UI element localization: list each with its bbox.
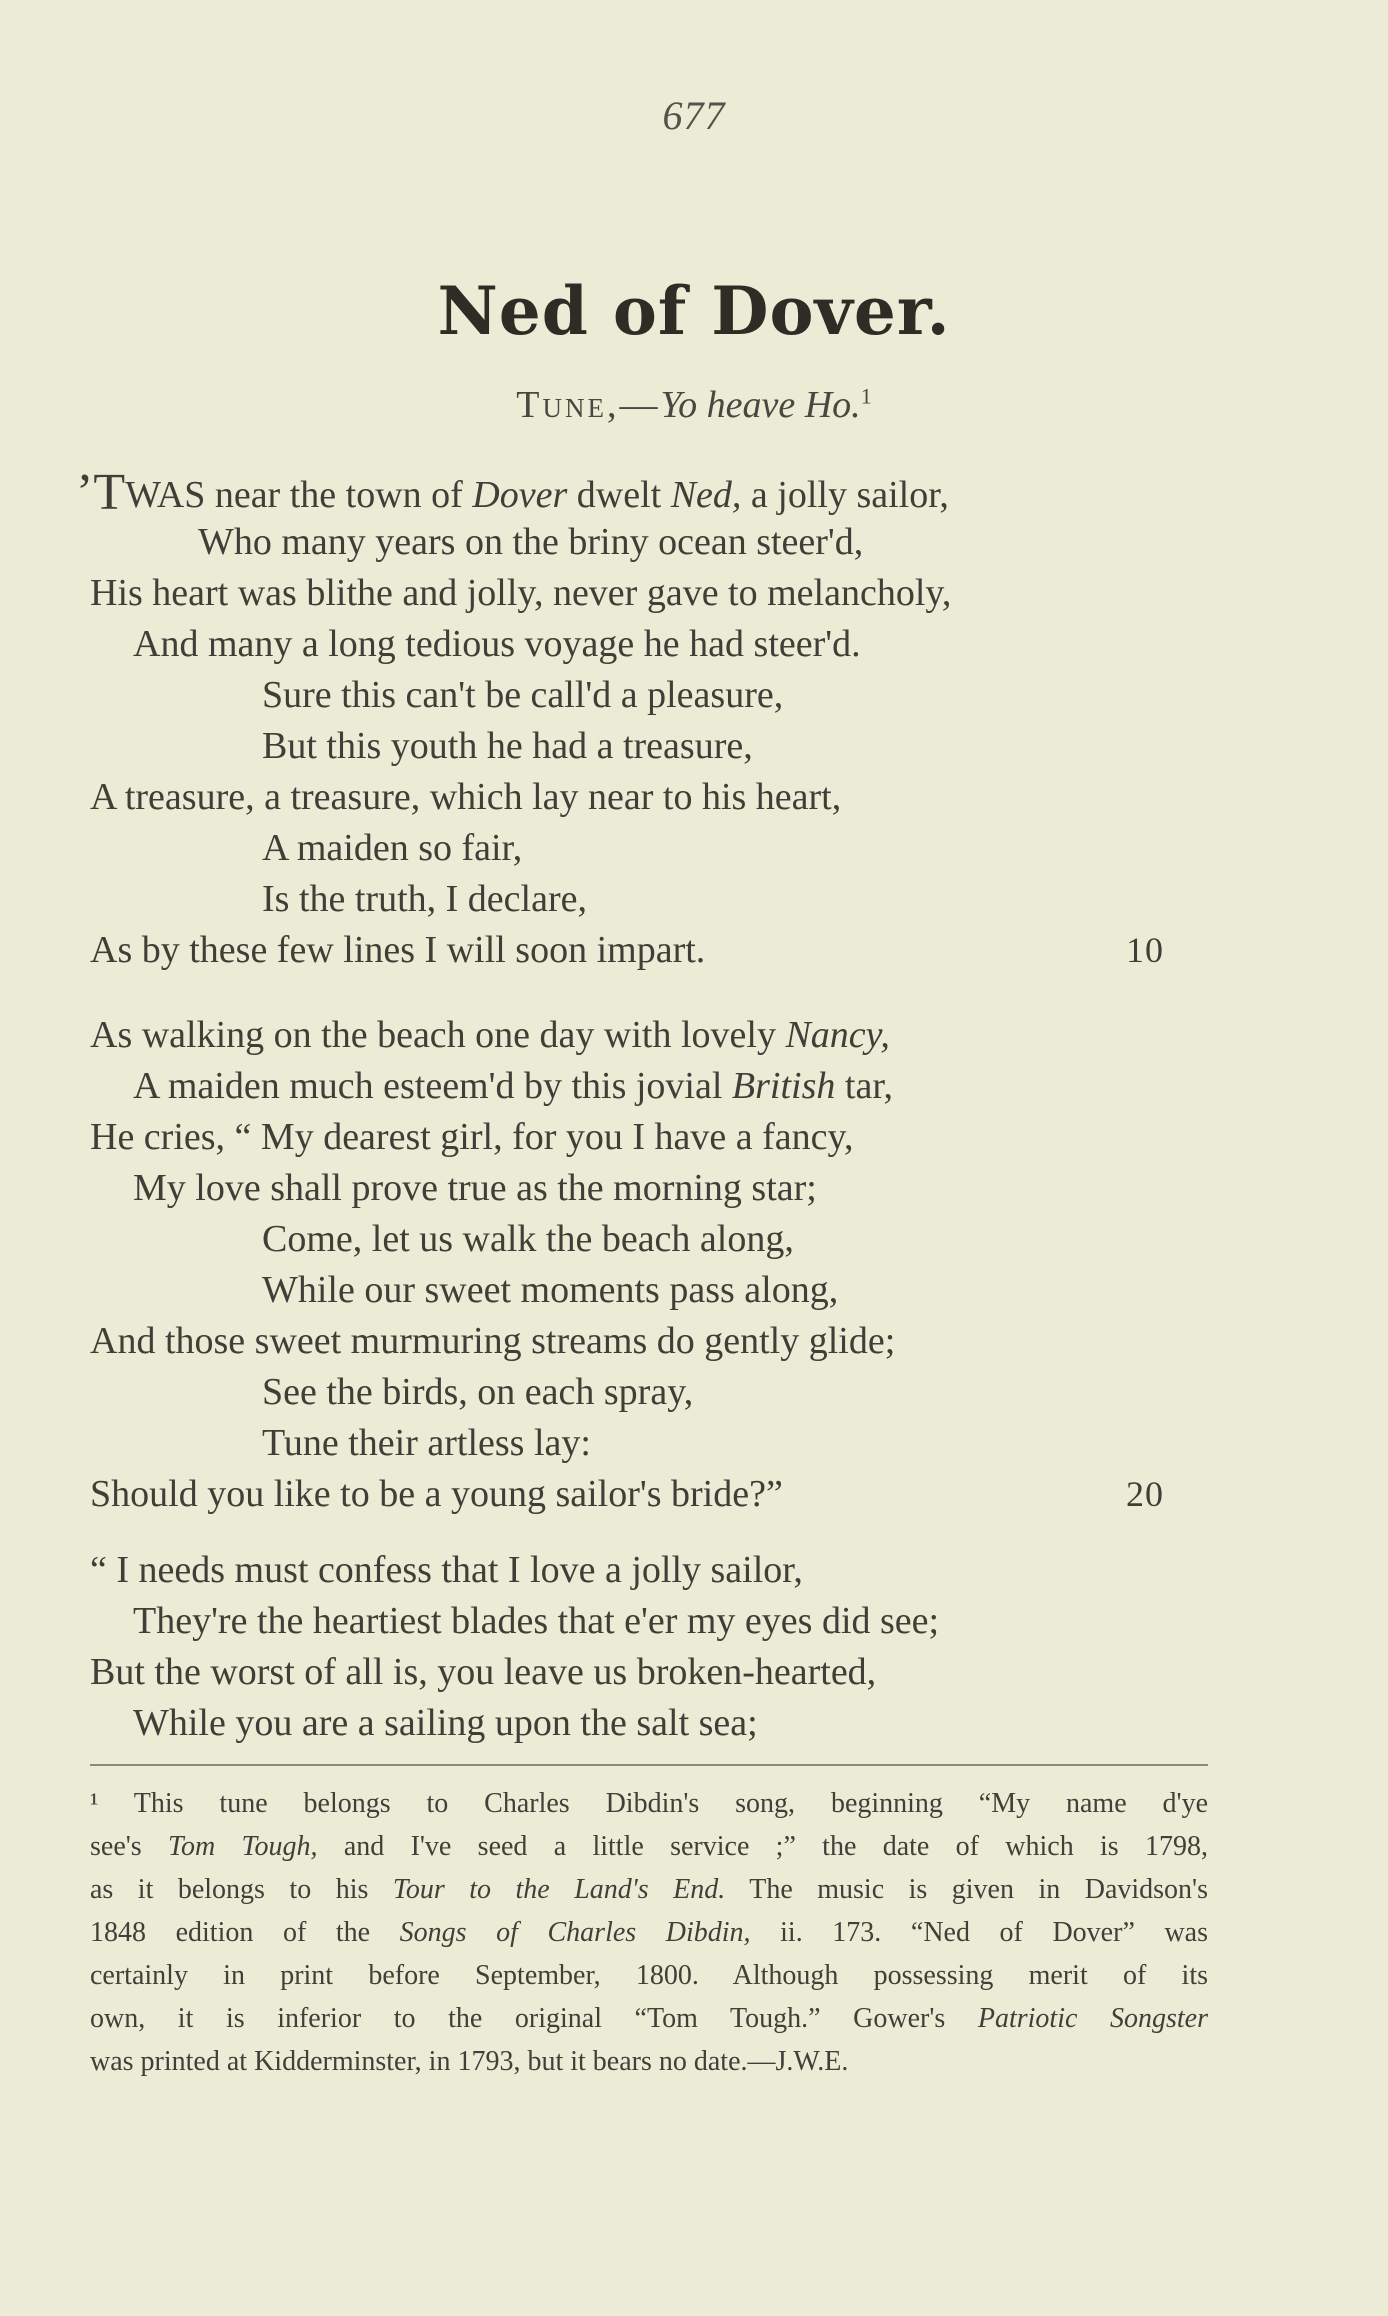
verse-line: But this youth he had a treasure, bbox=[262, 725, 753, 767]
footnote-line: was printed at Kidderminster, in 1793, but it bears no date.—J.W.E. bbox=[90, 2046, 849, 2077]
tune-line bbox=[0, 383, 1388, 427]
verse-line: His heart was blithe and jolly, never gave to melancholy, bbox=[90, 572, 952, 614]
verse-line: ’TWAS near the town of Dover dwelt Ned, a jolly sailor, bbox=[76, 464, 949, 521]
verse-line: A maiden much esteem'd by this jovial British tar, bbox=[133, 1065, 893, 1107]
poem-title: Ned of Dover. bbox=[437, 272, 951, 350]
footnote-line: certainly in print before September, 1800. Although possessing merit of its bbox=[90, 1960, 1208, 1991]
footnote-line: see's Tom Tough, and I've seed a little service ;” the date of which is 1798, bbox=[90, 1831, 1208, 1862]
footnote-line: ¹ This tune belongs to Charles Dibdin's song, beginning “My name d'ye bbox=[90, 1788, 1208, 1819]
verse-line: Come, let us walk the beach along, bbox=[262, 1218, 794, 1260]
verse-line: As walking on the beach one day with lovely Nancy, bbox=[90, 1014, 890, 1056]
tune-name: Yo heave Ho. bbox=[660, 384, 861, 426]
verse-line: A treasure, a treasure, which lay near to his heart, bbox=[90, 776, 842, 818]
footnote-line: as it belongs to his Tour to the Land's End. The music is given in Davidson's bbox=[90, 1874, 1208, 1905]
verse-line: Who many years on the briny ocean steer'd, bbox=[198, 521, 864, 563]
drop-cap: ’T bbox=[76, 464, 126, 521]
footnote-line: 1848 edition of the Songs of Charles Dibdin, ii. 173. “Ned of Dover” was bbox=[90, 1917, 1209, 1948]
verse-line: Is the truth, I declare, bbox=[262, 878, 587, 920]
verse-line: Tune their artless lay: bbox=[262, 1422, 591, 1464]
page-number: 677 bbox=[662, 93, 726, 138]
verse-line: They're the heartiest blades that e'er my eyes did see; bbox=[133, 1600, 940, 1642]
verse-line: Should you like to be a young sailor's bride?” bbox=[90, 1473, 783, 1515]
verse-line: While our sweet moments pass along, bbox=[262, 1269, 839, 1311]
verse-line: As by these few lines I will soon impart. bbox=[90, 929, 706, 971]
footnote-line: own, it is inferior to the original “Tom Tough.” Gower's Patriotic Songster bbox=[90, 2003, 1209, 2034]
verse-line: And those sweet murmuring streams do gently glide; bbox=[90, 1320, 896, 1362]
footnote-rule bbox=[90, 1764, 1208, 1766]
verse-line: A maiden so fair, bbox=[262, 827, 523, 869]
line-number: 20 bbox=[1126, 1474, 1164, 1514]
verse-line: And many a long tedious voyage he had steer'd. bbox=[133, 623, 861, 665]
verse-line: But the worst of all is, you leave us broken-hearted, bbox=[90, 1651, 877, 1693]
verse-line: Sure this can't be call'd a pleasure, bbox=[262, 674, 784, 716]
verse-line: “ I needs must confess that I love a jolly sailor, bbox=[90, 1549, 803, 1591]
verse-line: See the birds, on each spray, bbox=[262, 1371, 694, 1413]
footnote bbox=[90, 1782, 1208, 2083]
line-number: 10 bbox=[1126, 930, 1164, 970]
footnote-marker: 1 bbox=[860, 383, 872, 409]
verse-line: While you are a sailing upon the salt sea; bbox=[133, 1702, 758, 1744]
verse-line: He cries, “ My dearest girl, for you I have a fancy, bbox=[90, 1116, 854, 1158]
tune-label: Tune,— bbox=[516, 384, 661, 426]
verse-line: My love shall prove true as the morning star; bbox=[133, 1167, 817, 1209]
